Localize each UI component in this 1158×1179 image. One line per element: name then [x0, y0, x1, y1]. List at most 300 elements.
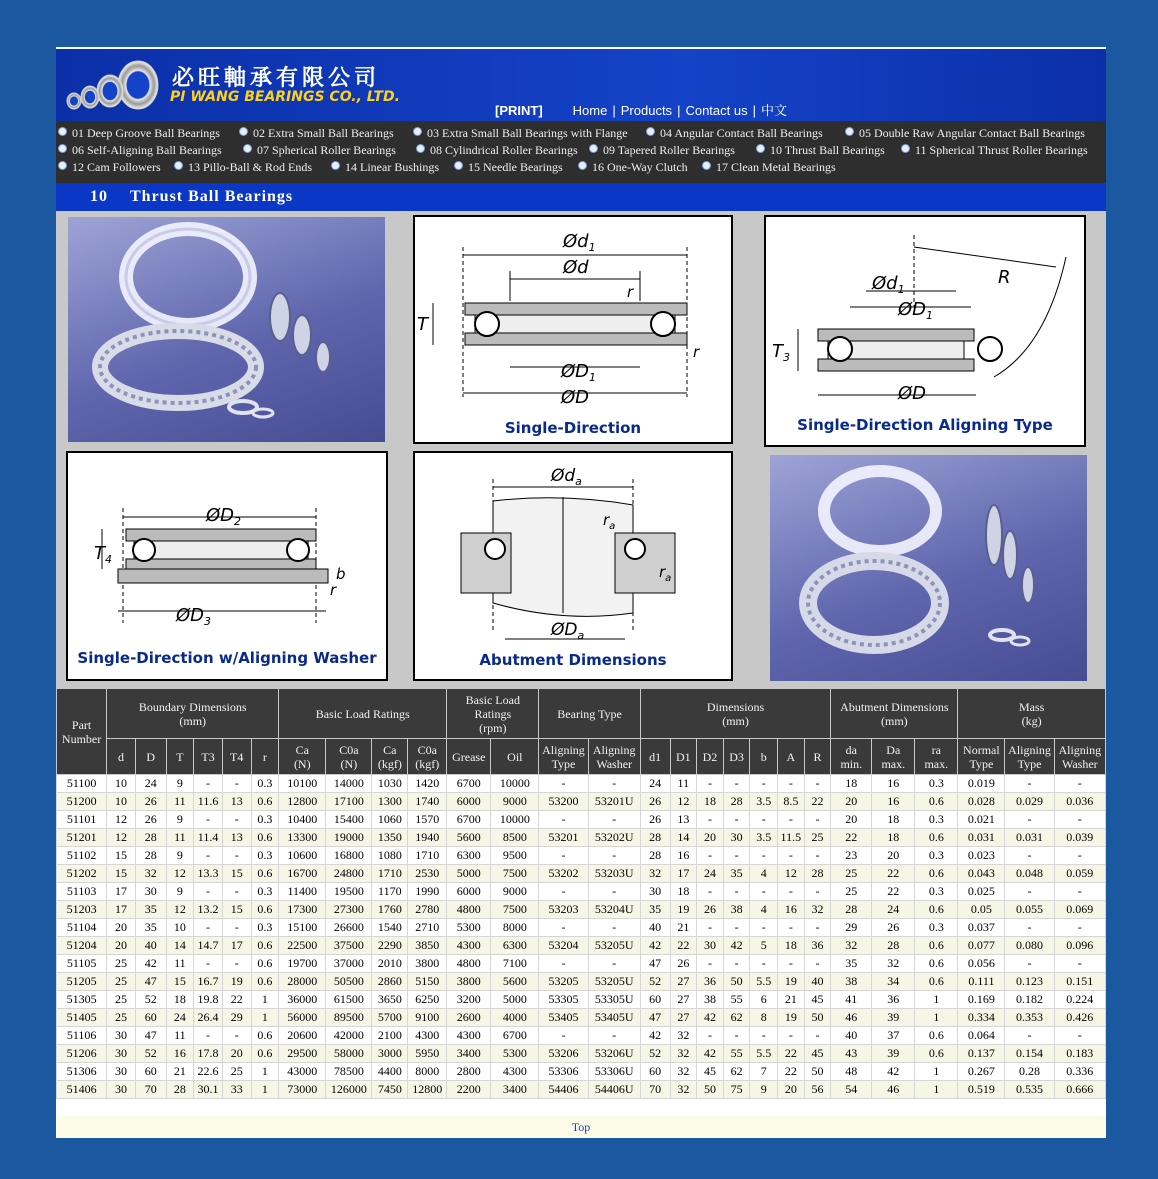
table-cell: 6000 — [447, 793, 491, 811]
table-cell: 6000 — [447, 883, 491, 901]
table-cell: 16800 — [326, 847, 372, 865]
table-cell: - — [778, 775, 805, 793]
table-cell: 5 — [750, 937, 778, 955]
category-link-01[interactable]: 01 Deep Groove Ball Bearings — [58, 126, 220, 141]
table-cell: 26 — [670, 955, 697, 973]
table-cell: 30 — [640, 883, 670, 901]
part-number-cell: 51305 — [57, 991, 107, 1009]
table-cell: 30 — [107, 1063, 136, 1081]
table-cell: 15400 — [326, 811, 372, 829]
table-cell: 17.8 — [194, 1045, 223, 1063]
table-cell: 26600 — [326, 919, 372, 937]
table-cell: 4800 — [447, 901, 491, 919]
table-cell: 3.5 — [750, 829, 778, 847]
table-cell: 20600 — [279, 1027, 326, 1045]
table-cell: - — [697, 1027, 724, 1045]
col-group-speed: Basic Load Ratings (rpm) — [447, 689, 539, 739]
table-cell: 9 — [750, 1081, 778, 1099]
abutment-diagram — [413, 451, 733, 681]
table-cell: 16 — [166, 1045, 194, 1063]
table-cell: 0.123 — [1005, 973, 1054, 991]
table-cell: - — [194, 919, 223, 937]
table-cell: 0.6 — [915, 1045, 958, 1063]
table-cell: 53204U — [588, 901, 640, 919]
bullet-icon — [702, 161, 711, 170]
table-cell: - — [539, 775, 588, 793]
table-cell: - — [1005, 811, 1054, 829]
table-cell: 30 — [107, 1045, 136, 1063]
table-cell: 0.021 — [958, 811, 1005, 829]
table-body — [57, 775, 1106, 1099]
table-cell: 0.169 — [958, 991, 1005, 1009]
table-cell: 53202 — [539, 865, 588, 883]
col-d: d — [107, 739, 136, 775]
col-oil: Oil — [491, 739, 539, 775]
table-cell: 0.3 — [251, 775, 279, 793]
table-row — [57, 1081, 1106, 1099]
table-cell: 3650 — [372, 991, 408, 1009]
col-D: D — [135, 739, 166, 775]
table-cell: 0.182 — [1005, 991, 1054, 1009]
table-cell: 0.3 — [251, 919, 279, 937]
table-cell: 32 — [804, 901, 831, 919]
table-cell: 35 — [723, 865, 750, 883]
label-ra-top: $r_a$ — [603, 511, 616, 532]
table-cell: 13 — [222, 829, 251, 847]
table-cell: 0.6 — [915, 865, 958, 883]
table-cell: 0.353 — [1005, 1009, 1054, 1027]
table-row — [57, 1045, 1106, 1063]
table-cell: 5700 — [372, 1009, 408, 1027]
table-cell: 37000 — [326, 955, 372, 973]
table-cell: 28000 — [279, 973, 326, 991]
category-link-12[interactable]: 12 Cam Followers — [58, 160, 161, 175]
table-cell: 43 — [831, 1045, 872, 1063]
table-cell: - — [588, 955, 640, 973]
table-cell: 3800 — [447, 973, 491, 991]
table-cell: 42 — [697, 1045, 724, 1063]
table-cell: - — [723, 883, 750, 901]
table-cell: 36 — [872, 991, 915, 1009]
table-row — [57, 991, 1106, 1009]
table-cell: 47 — [135, 973, 166, 991]
table-cell: - — [222, 1027, 251, 1045]
table-cell: 0.096 — [1054, 937, 1105, 955]
table-cell: - — [750, 919, 778, 937]
table-cell: 0.019 — [958, 775, 1005, 793]
single-direction-diagram — [413, 215, 733, 444]
table-cell: 0.039 — [1054, 829, 1105, 847]
specification-table — [56, 688, 1106, 1099]
col-mass-aligning: Aligning Type — [1005, 739, 1054, 775]
table-cell: 0.3 — [915, 775, 958, 793]
col-group-dimensions: Dimensions (mm) — [640, 689, 831, 739]
table-cell: 60 — [135, 1063, 166, 1081]
table-cell: 18 — [872, 811, 915, 829]
bullet-icon — [416, 144, 425, 153]
col-T3: T3 — [194, 739, 223, 775]
table-cell: 16 — [778, 901, 805, 919]
table-cell: - — [588, 919, 640, 937]
table-cell: 19700 — [279, 955, 326, 973]
table-cell: 2290 — [372, 937, 408, 955]
bullet-icon — [413, 127, 422, 136]
table-cell: - — [539, 883, 588, 901]
table-cell: 42000 — [326, 1027, 372, 1045]
table-cell: 8 — [750, 1009, 778, 1027]
table-cell: 9100 — [408, 1009, 447, 1027]
table-cell: 1 — [915, 1063, 958, 1081]
part-number-cell: 51201 — [57, 829, 107, 847]
table-cell: - — [588, 775, 640, 793]
table-cell: - — [1005, 775, 1054, 793]
table-cell: 11 — [166, 829, 194, 847]
table-cell: 53205U — [588, 973, 640, 991]
header-row-groups — [57, 689, 1106, 739]
col-ca-kgf: Ca (kgf) — [372, 739, 408, 775]
part-number-cell: 51203 — [57, 901, 107, 919]
bearing-photo — [770, 455, 1087, 681]
print-link[interactable]: [PRINT] — [495, 103, 543, 118]
nav-products-link[interactable]: Products — [620, 103, 673, 118]
table-cell: 20 — [872, 847, 915, 865]
table-cell: 1300 — [372, 793, 408, 811]
category-link-09[interactable]: 09 Tapered Roller Bearings — [589, 143, 735, 158]
table-cell: 54 — [831, 1081, 872, 1099]
table-cell: 55 — [723, 1045, 750, 1063]
table-cell: - — [222, 847, 251, 865]
table-cell: 3850 — [408, 937, 447, 955]
table-cell: - — [750, 1027, 778, 1045]
table-cell: 25 — [107, 955, 136, 973]
aligning-washer-diagram — [66, 451, 388, 681]
table-cell: 18 — [831, 775, 872, 793]
table-cell: 6300 — [447, 847, 491, 865]
table-cell: 22 — [872, 883, 915, 901]
table-cell: 39 — [872, 1045, 915, 1063]
nav-separator: | — [612, 103, 616, 118]
table-cell: - — [1054, 955, 1105, 973]
table-cell: 3400 — [447, 1045, 491, 1063]
category-link-03[interactable]: 03 Extra Small Ball Bearings with Flange — [413, 126, 628, 141]
table-cell: 47 — [640, 955, 670, 973]
category-link-13[interactable]: 13 Pillo-Ball & Rod Ends — [174, 160, 312, 175]
table-cell: 19500 — [326, 883, 372, 901]
table-cell: 32 — [670, 1063, 697, 1081]
nav-separator: | — [752, 103, 756, 118]
table-cell: 30 — [135, 883, 166, 901]
table-cell: 50 — [804, 1063, 831, 1081]
table-cell: 54406 — [539, 1081, 588, 1099]
bullet-icon — [578, 161, 587, 170]
table-cell: - — [804, 847, 831, 865]
table-cell: 0.6 — [251, 1027, 279, 1045]
table-cell: 18 — [670, 883, 697, 901]
label-T4: $T_4$ — [94, 543, 112, 566]
single-direction-drawing — [415, 217, 731, 442]
table-row — [57, 973, 1106, 991]
table-cell: - — [1005, 847, 1054, 865]
table-cell: - — [804, 775, 831, 793]
table-row — [57, 1027, 1106, 1045]
table-cell: 3800 — [408, 955, 447, 973]
table-cell: - — [697, 883, 724, 901]
site-header — [56, 49, 1106, 121]
table-cell: 24 — [872, 901, 915, 919]
category-link-05[interactable]: 05 Double Raw Angular Contact Ball Bearings — [845, 126, 1085, 141]
category-link-08[interactable]: 08 Cylindrical Roller Bearings — [416, 143, 578, 158]
table-cell: 22.6 — [194, 1063, 223, 1081]
table-cell: 17 — [107, 883, 136, 901]
col-aligning-type: Aligning Type — [539, 739, 588, 775]
label-ra-side: $r_a$ — [659, 563, 672, 584]
table-cell: 1570 — [408, 811, 447, 829]
table-cell: 26 — [640, 811, 670, 829]
table-cell: 75 — [723, 1081, 750, 1099]
category-link-07[interactable]: 07 Spherical Roller Bearings — [243, 143, 396, 158]
label-r: r — [330, 581, 337, 599]
table-cell: 0.426 — [1054, 1009, 1105, 1027]
table-cell: 0.05 — [958, 901, 1005, 919]
aligning-type-drawing — [766, 217, 1084, 445]
category-link-04[interactable]: 04 Angular Contact Ball Bearings — [646, 126, 823, 141]
table-cell: 35 — [831, 955, 872, 973]
table-cell: 29 — [831, 919, 872, 937]
col-aligning-washer: Aligning Washer — [588, 739, 640, 775]
table-cell: 8000 — [408, 1063, 447, 1081]
part-number-cell: 51205 — [57, 973, 107, 991]
table-cell: 10 — [166, 919, 194, 937]
table-cell: 15 — [222, 865, 251, 883]
table-cell: 0.111 — [958, 973, 1005, 991]
table-cell: 0.137 — [958, 1045, 1005, 1063]
table-cell: 0.6 — [251, 793, 279, 811]
table-cell: 53201 — [539, 829, 588, 847]
table-cell: 21 — [778, 991, 805, 1009]
table-cell: - — [539, 1027, 588, 1045]
table-cell: 19 — [670, 901, 697, 919]
table-cell: 53205U — [588, 937, 640, 955]
table-cell: 0.069 — [1054, 901, 1105, 919]
table-cell: 5150 — [408, 973, 447, 991]
table-cell: 19 — [222, 973, 251, 991]
category-link-17[interactable]: 17 Clean Metal Bearings — [702, 160, 836, 175]
table-cell: - — [778, 919, 805, 937]
table-cell: 45 — [804, 1045, 831, 1063]
table-cell: 1740 — [408, 793, 447, 811]
table-cell: 1940 — [408, 829, 447, 847]
table-cell: 53306 — [539, 1063, 588, 1081]
col-group-load: Basic Load Ratings — [279, 689, 447, 739]
table-cell: 8000 — [491, 919, 539, 937]
table-cell: 20 — [107, 919, 136, 937]
table-cell: 46 — [872, 1081, 915, 1099]
table-cell: 42 — [697, 1009, 724, 1027]
table-cell: 13 — [670, 811, 697, 829]
table-cell: 18 — [166, 991, 194, 1009]
table-cell: 36 — [697, 973, 724, 991]
part-number-cell: 51105 — [57, 955, 107, 973]
table-cell: 53306U — [588, 1063, 640, 1081]
table-cell: 4400 — [372, 1063, 408, 1081]
table-cell: 0.055 — [1005, 901, 1054, 919]
table-cell: 1760 — [372, 901, 408, 919]
table-cell: 24 — [135, 775, 166, 793]
table-cell: 78500 — [326, 1063, 372, 1081]
table-cell: 7450 — [372, 1081, 408, 1099]
category-link-16[interactable]: 16 One-Way Clutch — [578, 160, 688, 175]
table-cell: 6 — [750, 991, 778, 1009]
table-cell: 0.28 — [1005, 1063, 1054, 1081]
table-cell: 58000 — [326, 1045, 372, 1063]
table-cell: 9 — [166, 847, 194, 865]
label-D: ØD — [561, 387, 590, 408]
category-link-15[interactable]: 15 Needle Bearings — [454, 160, 563, 175]
table-cell: 53200 — [539, 793, 588, 811]
table-cell: 1 — [251, 991, 279, 1009]
table-cell: 28 — [135, 829, 166, 847]
aligning-washer-drawing — [68, 453, 386, 679]
table-cell: 33 — [222, 1081, 251, 1099]
bullet-icon — [454, 161, 463, 170]
col-c0a-n: C0a (N) — [326, 739, 372, 775]
back-to-top-link[interactable]: Top — [571, 1120, 591, 1134]
nav-home-link[interactable]: Home — [572, 103, 608, 118]
part-number-cell: 51200 — [57, 793, 107, 811]
table-cell: 22 — [831, 829, 872, 847]
table-cell: 20 — [697, 829, 724, 847]
col-r: r — [251, 739, 279, 775]
category-link-02[interactable]: 02 Extra Small Ball Bearings — [239, 126, 394, 141]
label-T3: $T_3$ — [772, 341, 790, 364]
table-cell: 53206U — [588, 1045, 640, 1063]
nav-chinese-link[interactable]: 中文 — [761, 103, 788, 118]
table-cell: 1 — [915, 1081, 958, 1099]
table-cell: - — [1054, 883, 1105, 901]
bearing-photo — [68, 217, 385, 442]
col-T: T — [166, 739, 194, 775]
table-cell: 25 — [107, 973, 136, 991]
table-cell: 38 — [723, 901, 750, 919]
table-cell: 0.336 — [1054, 1063, 1105, 1081]
table-row — [57, 865, 1106, 883]
table-cell: 0.224 — [1054, 991, 1105, 1009]
table-cell: 37 — [872, 1027, 915, 1045]
nav-contact-link[interactable]: Contact us — [685, 103, 748, 118]
bullet-icon — [174, 161, 183, 170]
table-cell: 20 — [222, 1045, 251, 1063]
table-cell: 2010 — [372, 955, 408, 973]
table-cell: 0.031 — [1005, 829, 1054, 847]
category-link-14[interactable]: 14 Linear Bushings — [331, 160, 439, 175]
part-number-cell: 51101 — [57, 811, 107, 829]
table-cell: 42 — [723, 937, 750, 955]
table-cell: 9 — [166, 811, 194, 829]
table-cell: 43000 — [279, 1063, 326, 1081]
col-A: A — [778, 739, 805, 775]
table-cell: - — [697, 919, 724, 937]
table-cell: - — [1005, 1027, 1054, 1045]
label-T: T — [417, 314, 428, 335]
table-cell: 4300 — [447, 937, 491, 955]
table-cell: 1 — [251, 1009, 279, 1027]
table-cell: 16700 — [279, 865, 326, 883]
col-T4: T4 — [222, 739, 251, 775]
label-D: ØD — [898, 383, 927, 404]
bearing-logo-icon[interactable] — [60, 57, 160, 115]
table-cell: 0.031 — [958, 829, 1005, 847]
table-cell: 10100 — [279, 775, 326, 793]
table-cell: 53405U — [588, 1009, 640, 1027]
table-cell: 60 — [135, 1009, 166, 1027]
table-cell: 5950 — [408, 1045, 447, 1063]
table-row — [57, 901, 1106, 919]
table-cell: 53204 — [539, 937, 588, 955]
category-link-10[interactable]: 10 Thrust Ball Bearings — [756, 143, 885, 158]
table-cell: 26 — [135, 811, 166, 829]
bullet-icon — [58, 161, 67, 170]
table-cell: 10000 — [491, 811, 539, 829]
col-group-mass: Mass (kg) — [958, 689, 1106, 739]
table-cell: 19 — [778, 973, 805, 991]
abutment-drawing — [415, 453, 731, 679]
table-cell: - — [539, 955, 588, 973]
category-link-06[interactable]: 06 Self-Aligning Ball Bearings — [58, 143, 222, 158]
table-cell: 6250 — [408, 991, 447, 1009]
table-cell: 5300 — [491, 1045, 539, 1063]
part-number-cell: 51202 — [57, 865, 107, 883]
table-cell: - — [222, 919, 251, 937]
table-cell: 25 — [831, 883, 872, 901]
table-cell: 24 — [640, 775, 670, 793]
table-cell: 9500 — [491, 847, 539, 865]
table-row — [57, 919, 1106, 937]
table-cell: 28 — [166, 1081, 194, 1099]
table-cell: 0.056 — [958, 955, 1005, 973]
table-cell: 22 — [222, 991, 251, 1009]
table-cell: 14 — [166, 937, 194, 955]
table-cell: 12 — [166, 901, 194, 919]
table-cell: 17 — [107, 901, 136, 919]
bullet-icon — [756, 144, 765, 153]
table-cell: 32 — [640, 865, 670, 883]
table-cell: 1 — [251, 1081, 279, 1099]
table-cell: 1060 — [372, 811, 408, 829]
diagram-caption: Single-Direction Aligning Type — [797, 416, 1053, 434]
table-cell: 0.6 — [915, 937, 958, 955]
table-cell: 32 — [872, 955, 915, 973]
table-cell: 8.5 — [778, 793, 805, 811]
table-cell: 62 — [723, 1009, 750, 1027]
part-number-cell: 51206 — [57, 1045, 107, 1063]
part-number-cell: 51406 — [57, 1081, 107, 1099]
table-cell: 45 — [804, 991, 831, 1009]
table-cell: 1 — [251, 1063, 279, 1081]
table-header — [57, 689, 1106, 775]
table-cell: 5600 — [491, 973, 539, 991]
category-link-11[interactable]: 11 Spherical Thrust Roller Bearings — [901, 143, 1088, 158]
table-cell: 30 — [723, 829, 750, 847]
table-cell: 0.077 — [958, 937, 1005, 955]
table-cell: - — [750, 883, 778, 901]
table-cell: 0.151 — [1054, 973, 1105, 991]
table-cell: - — [750, 847, 778, 865]
table-cell: 15 — [107, 865, 136, 883]
table-cell: 0.3 — [251, 811, 279, 829]
table-cell: 0.029 — [1005, 793, 1054, 811]
table-cell: 9000 — [491, 883, 539, 901]
table-cell: - — [697, 775, 724, 793]
